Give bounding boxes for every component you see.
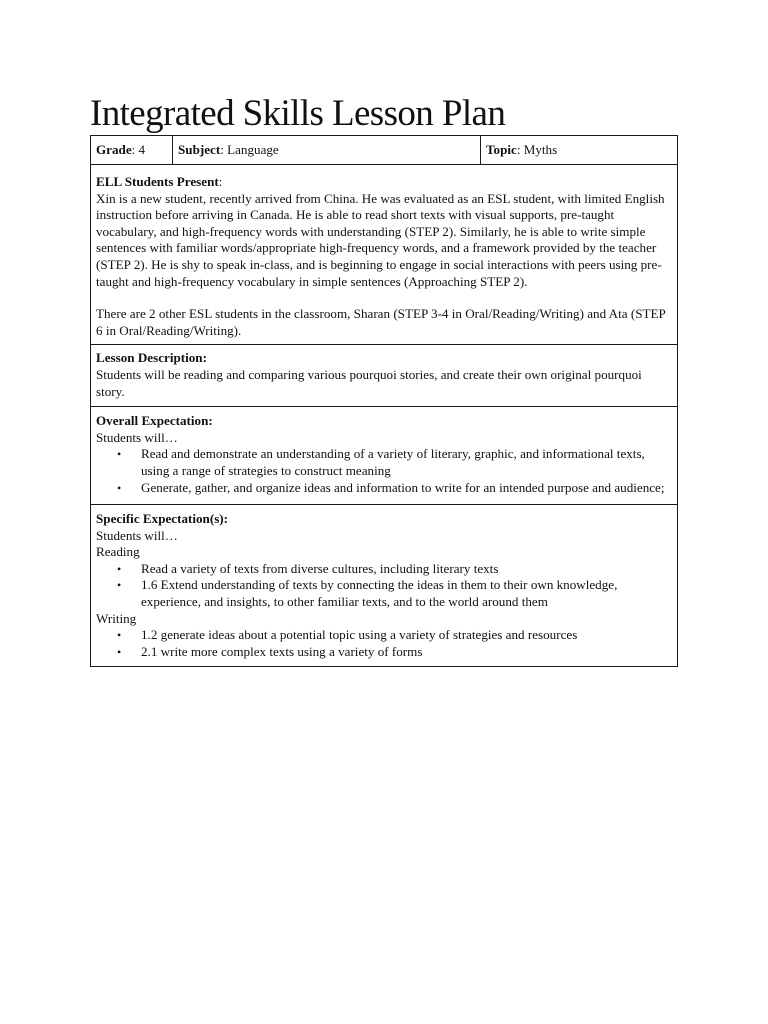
overall-expectation-intro: Students will… (96, 429, 178, 445)
list-item (117, 643, 673, 661)
topic-cell (481, 136, 678, 165)
grade-value: : 4 (131, 142, 146, 157)
list-item-text: 1.2 generate ideas about a potential topic using a variety of strategies and resources (141, 627, 578, 643)
overall-expectation-list (96, 446, 673, 496)
list-item (117, 446, 673, 479)
list-item-text: Read and demonstrate an understanding of a variety of literary, graphic, and informational texts, using a range of strategies to construct meaning (141, 446, 645, 478)
lesson-description-row (91, 345, 678, 407)
list-item-text: 1.6 Extend understanding of texts by connecting the ideas in them to their own knowledge, experience, and insights, to other familiar texts, and to the world around them (141, 577, 618, 610)
ell-paragraph-xin: Xin is a new student, recently arrived from China. He was evaluated as an ESL student, with limited English instruction before arriving in Canada. He is able to read short texts with visual supports, pre-taught vocabulary, and high-frequency words with understanding (STEP 2). Similarly, he is able to write simple sentences with familiar words/appropriate high-frequency words, and a framework provided by the teacher (STEP 2). He is shy to speak in-class, and is beginning to engage in social interactions with peers using pre-taught and high-frequency vocabulary in simple sentences (Approaching STEP 2). (96, 190, 665, 289)
reading-expectation-list (96, 561, 673, 611)
reading-label: Reading (96, 544, 140, 560)
page-title: Integrated Skills Lesson Plan (90, 93, 506, 134)
lesson-description-section (91, 345, 678, 407)
list-item (117, 627, 673, 644)
ell-students-row (91, 165, 678, 345)
bullet-icon: • (117, 578, 122, 593)
header-row (91, 136, 678, 165)
list-item-text: 2.1 write more complex texts using a variety of forms (141, 643, 423, 659)
bullet-icon: • (117, 480, 122, 495)
list-item (117, 577, 673, 610)
ell-paragraph-others: There are 2 other ESL students in the classroom, Sharan (STEP 3-4 in Oral/Reading/Writing) and Ata (STEP 6 in Oral/Reading/Writing). (96, 306, 666, 338)
topic-label: Topic (486, 142, 517, 157)
bullet-icon: • (117, 628, 122, 643)
specific-expectation-intro: Students will… (96, 527, 178, 543)
list-item-text: Generate, gather, and organize ideas and information to write for an intended purpose and audience; (141, 479, 665, 495)
ell-heading: ELL Students Present (96, 174, 219, 189)
specific-expectation-heading: Specific Expectation(s): (96, 511, 229, 527)
grade-cell (91, 136, 173, 165)
ell-students-section (91, 165, 678, 345)
list-item-text: Read a variety of texts from diverse cultures, including literary texts (141, 560, 499, 576)
list-item (117, 479, 673, 497)
grade-label: Grade (96, 142, 132, 157)
writing-label: Writing (96, 610, 137, 626)
list-item (117, 560, 673, 578)
overall-expectation-section (91, 407, 678, 505)
subject-cell (173, 136, 481, 165)
overall-expectation-row (91, 407, 678, 505)
subject-label: Subject (178, 142, 221, 157)
subject-value: : Language (220, 142, 279, 157)
bullet-icon: • (117, 644, 122, 659)
ell-heading-suffix: : (218, 174, 223, 189)
lesson-description-text: Students will be reading and comparing various pourquoi stories, and create their own original pourquoi story. (96, 366, 642, 399)
bullet-icon: • (117, 447, 122, 462)
bullet-icon: • (117, 561, 122, 576)
lesson-plan-table (90, 135, 678, 667)
specific-expectation-section (91, 505, 678, 667)
writing-expectation-list (96, 627, 673, 660)
specific-expectation-row (91, 505, 678, 667)
lesson-description-heading: Lesson Description: (96, 350, 207, 366)
overall-expectation-heading: Overall Expectation: (96, 413, 213, 429)
topic-value: : Myths (516, 142, 558, 157)
